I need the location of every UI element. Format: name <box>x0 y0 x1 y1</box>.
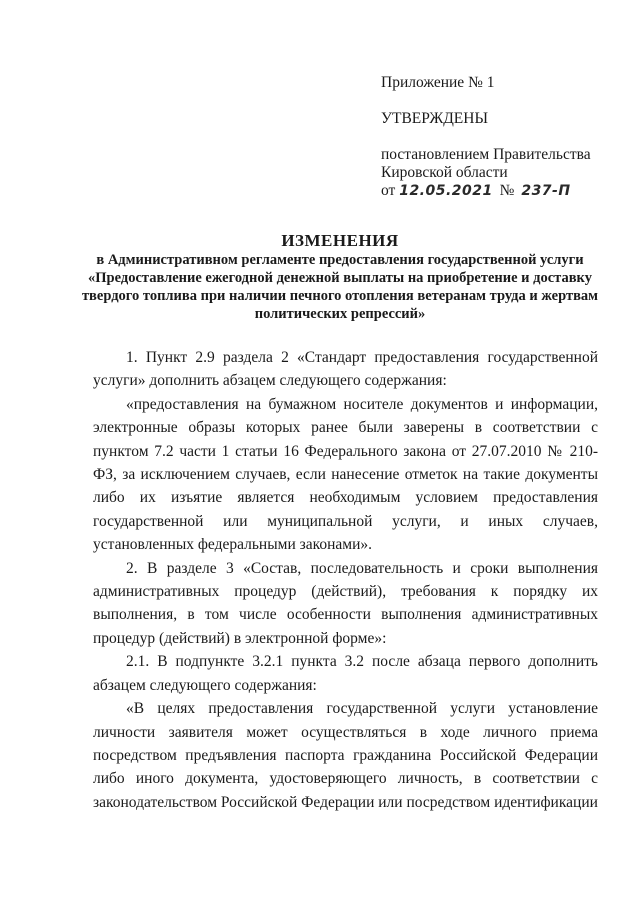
handwritten-number: 237-П <box>521 183 571 199</box>
document-title <box>70 232 610 323</box>
paragraph: «предоставления на бумажном носителе документов и информации, электронные образы которых ранее были заверены в соответствии с пунктом 7.2 части 1 статьи 16 Федерального закона от 27.07.2010 № 210-ФЗ, за исключением случаев, если нанесение отметок на такие документы либо их изъятие является необходимым условием предоставления государственной или муниципальной услуги, и иных случаев, установленных федеральными законами». <box>93 395 598 554</box>
paragraph: 1. Пункт 2.9 раздела 2 «Стандарт предоставления государственной услуги» дополнить абзацем следующего содержания: <box>93 349 598 390</box>
approval-authority-line1: постановлением Правительства <box>381 146 591 163</box>
date-prefix: от <box>381 182 396 199</box>
approved-label: УТВЕРЖДЕНЫ <box>381 110 488 127</box>
title-heading: ИЗМЕНЕНИЯ <box>281 231 399 250</box>
number-sign: № <box>499 182 515 199</box>
approval-authority-line2: Кировской области <box>381 164 508 181</box>
document-body <box>93 346 598 814</box>
approval-date-line <box>381 182 611 200</box>
title-subtitle: в Административном регламенте предоставления государственной услуги «Предоставление ежегодной денежной выплаты на приобретение и доставку твердого топлива при наличии печного отопления ветеранам труда и жертвам политических репрессий» <box>81 252 599 322</box>
paragraph: «В целях предоставления государственной услуги установление личности заявителя может осуществляться в ходе личного приема посредством предъявления паспорта гражданина Российской Федерации либо иного документа, удостоверяющего личность, в соответствии с законодательством Российской Федерации или посредством идентификации <box>93 700 598 811</box>
paragraph: 2. В разделе 3 «Состав, последовательность и сроки выполнения административных процедур (действий), требования к порядку их выполнения, в том числе особенности выполнения административных процедур (действий) в электронной форме»: <box>93 559 598 647</box>
handwritten-date: 12.05.2021 <box>399 183 493 199</box>
approval-block <box>381 74 611 200</box>
appendix-label: Приложение № 1 <box>381 74 495 91</box>
paragraph: 2.1. В подпункте 3.2.1 пункта 3.2 после абзаца первого дополнить абзацем следующего содержания: <box>93 653 598 694</box>
